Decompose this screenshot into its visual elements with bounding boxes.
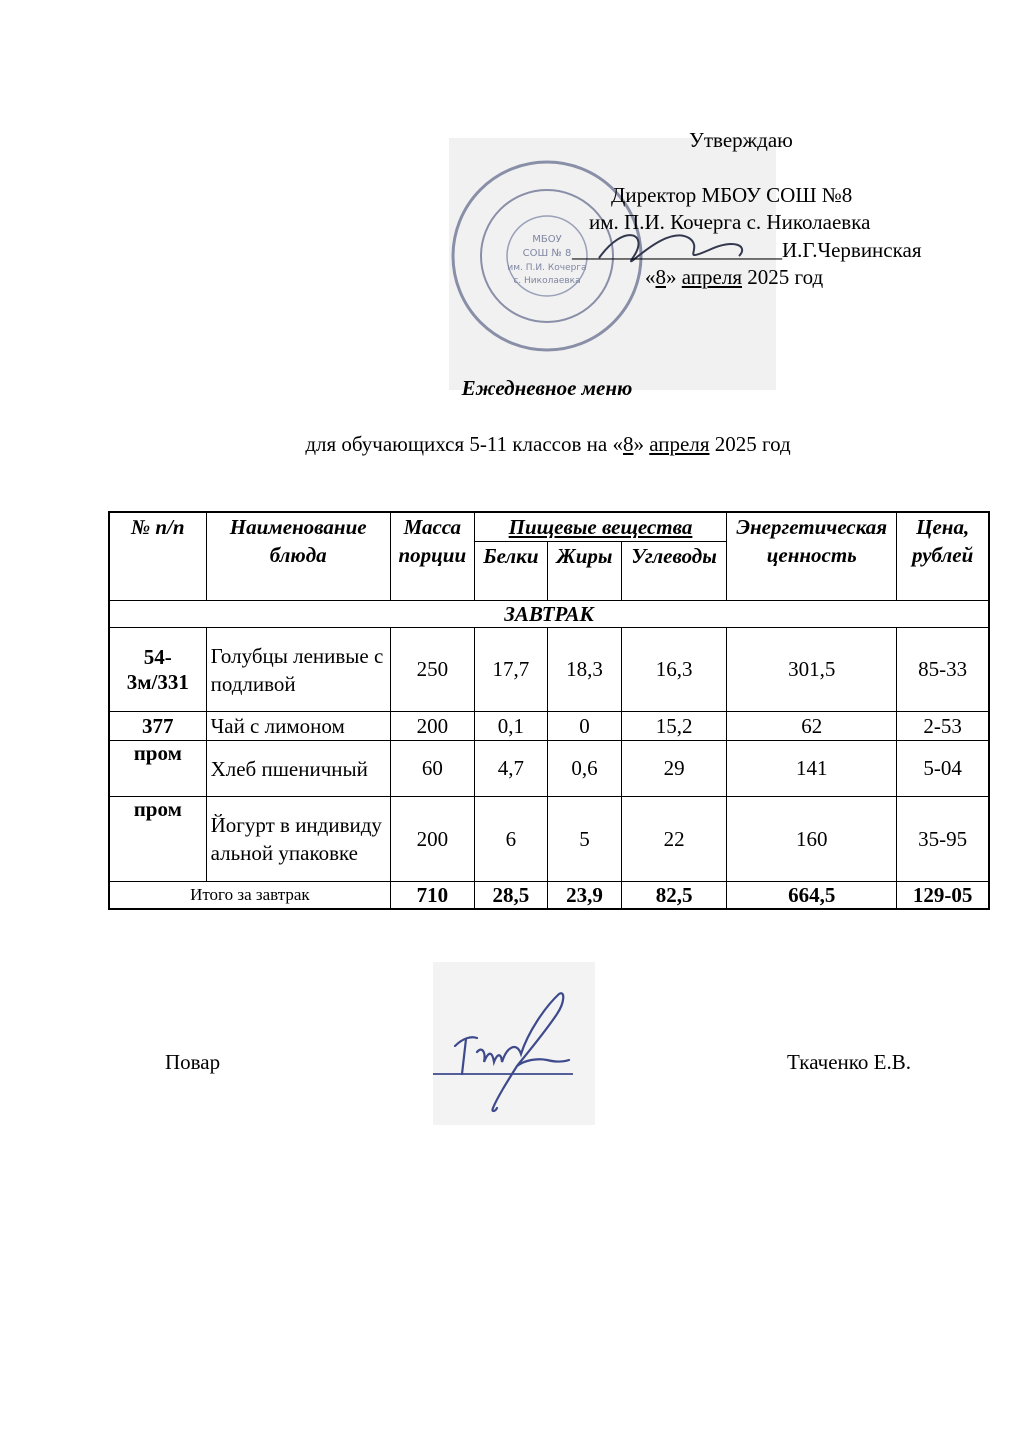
- row-fat: 18,3: [547, 628, 621, 712]
- header-mass: Масса порции: [390, 512, 474, 601]
- row-name: Чай с лимоном: [206, 712, 390, 741]
- row-fat: 0,6: [547, 741, 621, 797]
- row-num: пром: [109, 741, 206, 797]
- row-fat: 5: [547, 797, 621, 882]
- row-energy: 141: [727, 741, 897, 797]
- subtitle-prefix: для обучающихся 5-11 классов на «: [305, 432, 623, 456]
- total-fat: 23,9: [547, 882, 621, 910]
- cook-signature-image: [433, 962, 595, 1125]
- header-nutrients: Пищевые вещества: [474, 512, 726, 542]
- total-mass: 710: [390, 882, 474, 910]
- row-protein: 17,7: [474, 628, 547, 712]
- header-name: Наименование блюда: [206, 512, 390, 601]
- page-title: Ежедневное меню: [461, 376, 633, 400]
- cook-signature: [433, 962, 595, 1125]
- row-num: пром: [109, 797, 206, 882]
- row-price: 85-33: [897, 628, 989, 712]
- cook-role: Повар: [165, 1050, 221, 1074]
- date-day: 8: [655, 265, 666, 289]
- subtitle-quote-close: »: [633, 432, 644, 456]
- row-mass: 200: [390, 797, 474, 882]
- row-mass: 250: [390, 628, 474, 712]
- row-name: Хлеб пшеничный: [206, 741, 390, 797]
- table-row: [109, 797, 989, 882]
- date-year: 2025 год: [747, 265, 824, 289]
- row-name: Голубцы ленивые с подливой: [206, 628, 390, 712]
- page-subtitle: [0, 432, 1024, 457]
- svg-text:МБОУ: МБОУ: [532, 234, 562, 245]
- director-position: Директор МБОУ СОШ №8: [611, 183, 853, 207]
- row-carbs: 29: [622, 741, 727, 797]
- header-num: № п/п: [109, 512, 206, 601]
- svg-text:СОШ № 8: СОШ № 8: [522, 248, 572, 259]
- table-row: [109, 741, 989, 797]
- cook-name: Ткаченко Е.В.: [787, 1050, 912, 1074]
- row-protein: 4,7: [474, 741, 547, 797]
- row-energy: 160: [727, 797, 897, 882]
- row-carbs: 16,3: [622, 628, 727, 712]
- row-price: 35-95: [897, 797, 989, 882]
- row-mass: 60: [390, 741, 474, 797]
- row-price: 2-53: [897, 712, 989, 741]
- row-carbs: 15,2: [622, 712, 727, 741]
- header-fat: Жиры: [547, 542, 621, 601]
- row-num: 377: [109, 712, 206, 741]
- row-name: Йогурт в индивидуальной упаковке: [206, 797, 390, 882]
- row-carbs: 22: [622, 797, 727, 882]
- row-energy: 301,5: [727, 628, 897, 712]
- approval-date: [645, 264, 823, 290]
- director-name: И.Г.Червинская: [782, 238, 922, 262]
- row-price: 5-04: [897, 741, 989, 797]
- signature-blank: ____________________: [572, 238, 782, 262]
- total-carbs: 82,5: [622, 882, 727, 910]
- school-name: им. П.И. Кочерга с. Николаевка: [589, 210, 871, 234]
- date-month: апреля: [681, 265, 742, 289]
- row-mass: 200: [390, 712, 474, 741]
- total-protein: 28,5: [474, 882, 547, 910]
- subtitle-year: 2025 год: [714, 432, 791, 456]
- date-quote-open: «: [645, 265, 656, 289]
- row-fat: 0: [547, 712, 621, 741]
- section-title: ЗАВТРАК: [109, 601, 989, 628]
- header-carbs: Углеводы: [622, 542, 727, 601]
- header-protein: Белки: [474, 542, 547, 601]
- total-row: [109, 882, 989, 910]
- row-protein: 0,1: [474, 712, 547, 741]
- subtitle-month: апреля: [649, 432, 710, 456]
- total-energy: 664,5: [727, 882, 897, 910]
- svg-text:с. Николаевка: с. Николаевка: [513, 276, 581, 286]
- director-signature-line: [572, 237, 921, 263]
- header-price: Цена, рублей: [897, 512, 989, 601]
- menu-table: [108, 511, 990, 910]
- table-row: [109, 712, 989, 741]
- total-price: 129-05: [897, 882, 989, 910]
- table-header-row: [109, 512, 989, 542]
- svg-text:им. П.И. Кочерга: им. П.И. Кочерга: [507, 263, 587, 273]
- subtitle-day: 8: [622, 432, 634, 456]
- section-row: [109, 601, 989, 628]
- row-protein: 6: [474, 797, 547, 882]
- row-num: 54-3м/331: [109, 628, 206, 712]
- date-quote-close: »: [666, 265, 677, 289]
- table-row: [109, 628, 989, 712]
- total-label: Итого за завтрак: [109, 882, 390, 910]
- row-energy: 62: [727, 712, 897, 741]
- header-energy: Энергетическая ценность: [727, 512, 897, 601]
- approve-label: Утверждаю: [689, 128, 793, 152]
